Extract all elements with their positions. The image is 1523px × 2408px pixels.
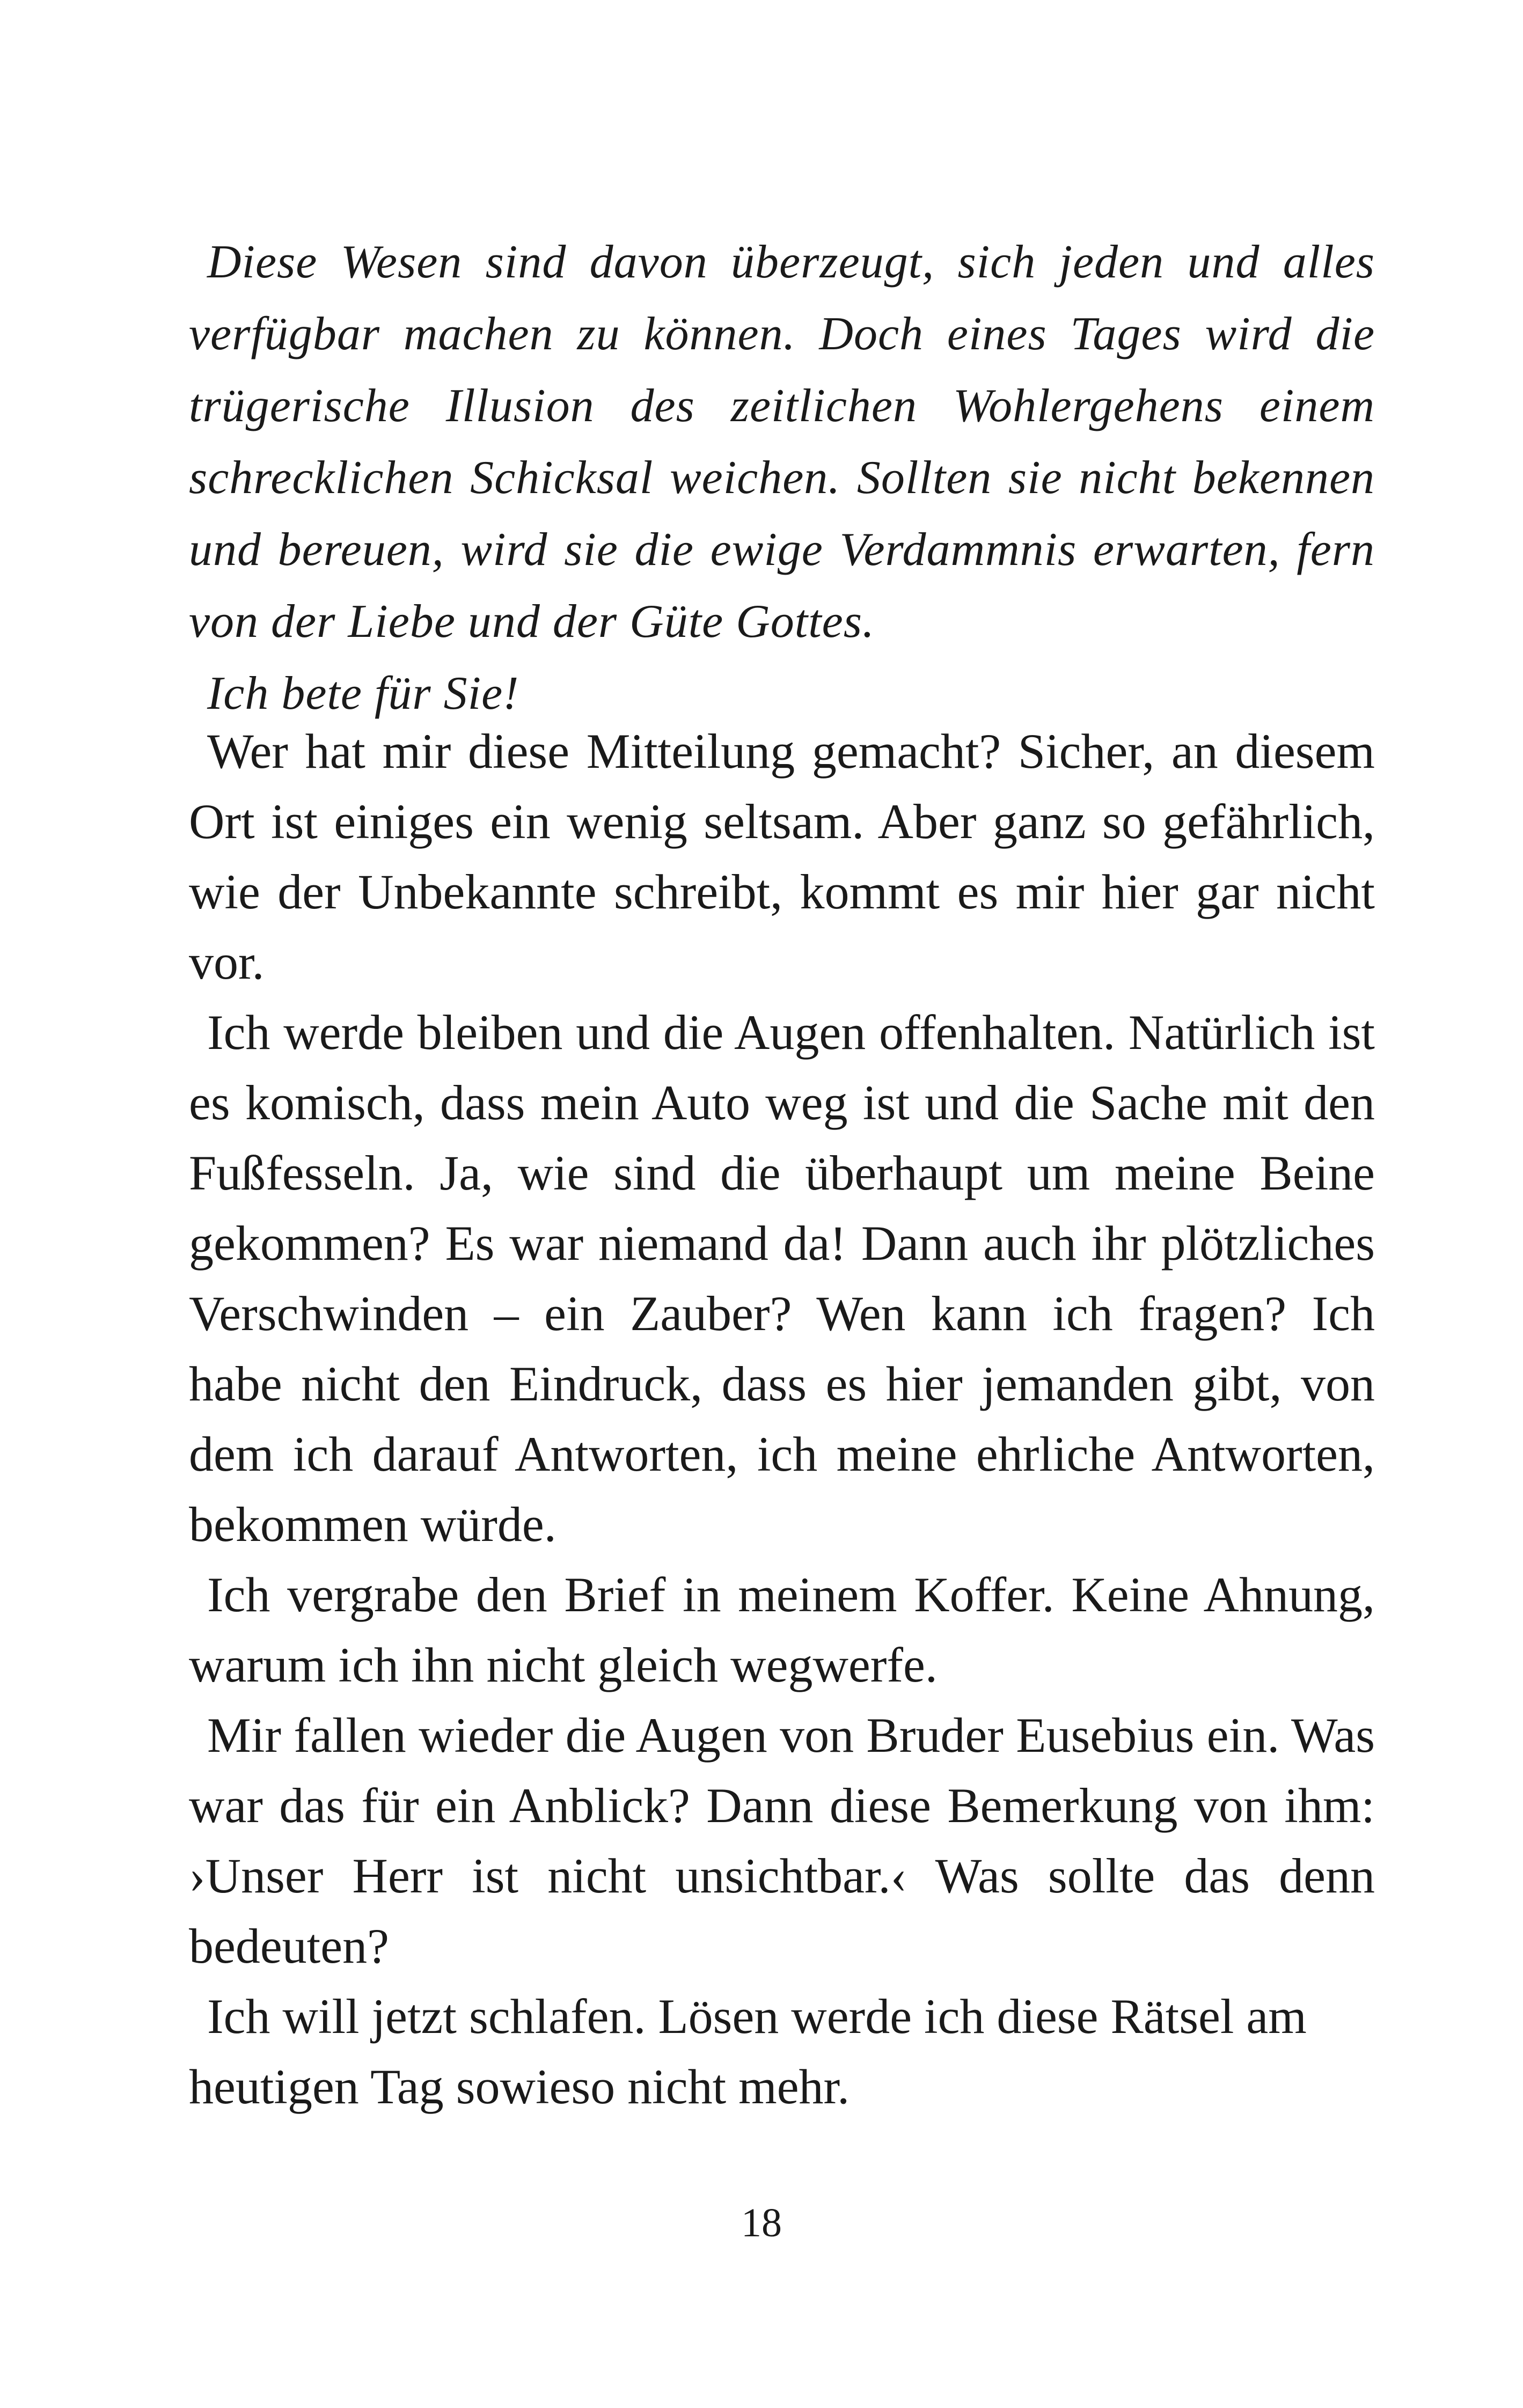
letter-excerpt <box>189 226 1375 730</box>
letter-paragraph: Diese Wesen sind davon überzeugt, sich jeden und alles verfügbar machen zu können. Doch eines Tages wird die trügerische Illusion des zeitlichen Wohlergehens einem schrecklichen Schicksal weichen. Sollten sie nicht bekennen und bereuen, wird sie die ewige Verdammnis erwarten, fern von der Liebe und der Güte Gottes. <box>189 236 1375 648</box>
narrative-paragraph: Mir fallen wieder die Augen von Bruder Eusebius ein. Was war das für ein Anblick? Dann diese Bemerkung von ihm: ›Unser Herr ist nicht unsichtbar.‹ Was sollte das denn bedeuten? <box>189 1708 1375 1973</box>
narrative-paragraph: Ich vergrabe den Brief in meinem Koffer. Keine Ahnung, warum ich ihn nicht gleich wegwerfe. <box>189 1567 1375 1692</box>
letter-closing: Ich bete für Sie! <box>207 667 519 720</box>
page-number: 18 <box>741 2200 782 2245</box>
narrative-paragraph: Ich will jetzt schlafen. Lösen werde ich diese Rätsel am heutigen Tag sowieso nicht mehr. <box>189 1989 1307 2114</box>
narrative-text <box>189 716 1375 2122</box>
narrative-paragraph: Wer hat mir diese Mitteilung gemacht? Sicher, an diesem Ort ist einiges ein wenig seltsam. Aber ganz so gefährlich, wie der Unbekannte schreibt, kommt es mir hier gar nicht vor. <box>189 724 1375 989</box>
narrative-paragraph: Ich werde bleiben und die Augen offenhalten. Natürlich ist es komisch, dass mein Auto weg ist und die Sache mit den Fußfesseln. Ja, wie sind die überhaupt um meine Beine gekommen? Es war niemand da! Dann auch ihr plötzliches Verschwinden – ein Zauber? Wen kann ich fragen? Ich habe nicht den Eindruck, dass es hier jemanden gibt, von dem ich darauf Antworten, ich meine ehrliche Antworten, bekommen würde. <box>189 1005 1375 1552</box>
